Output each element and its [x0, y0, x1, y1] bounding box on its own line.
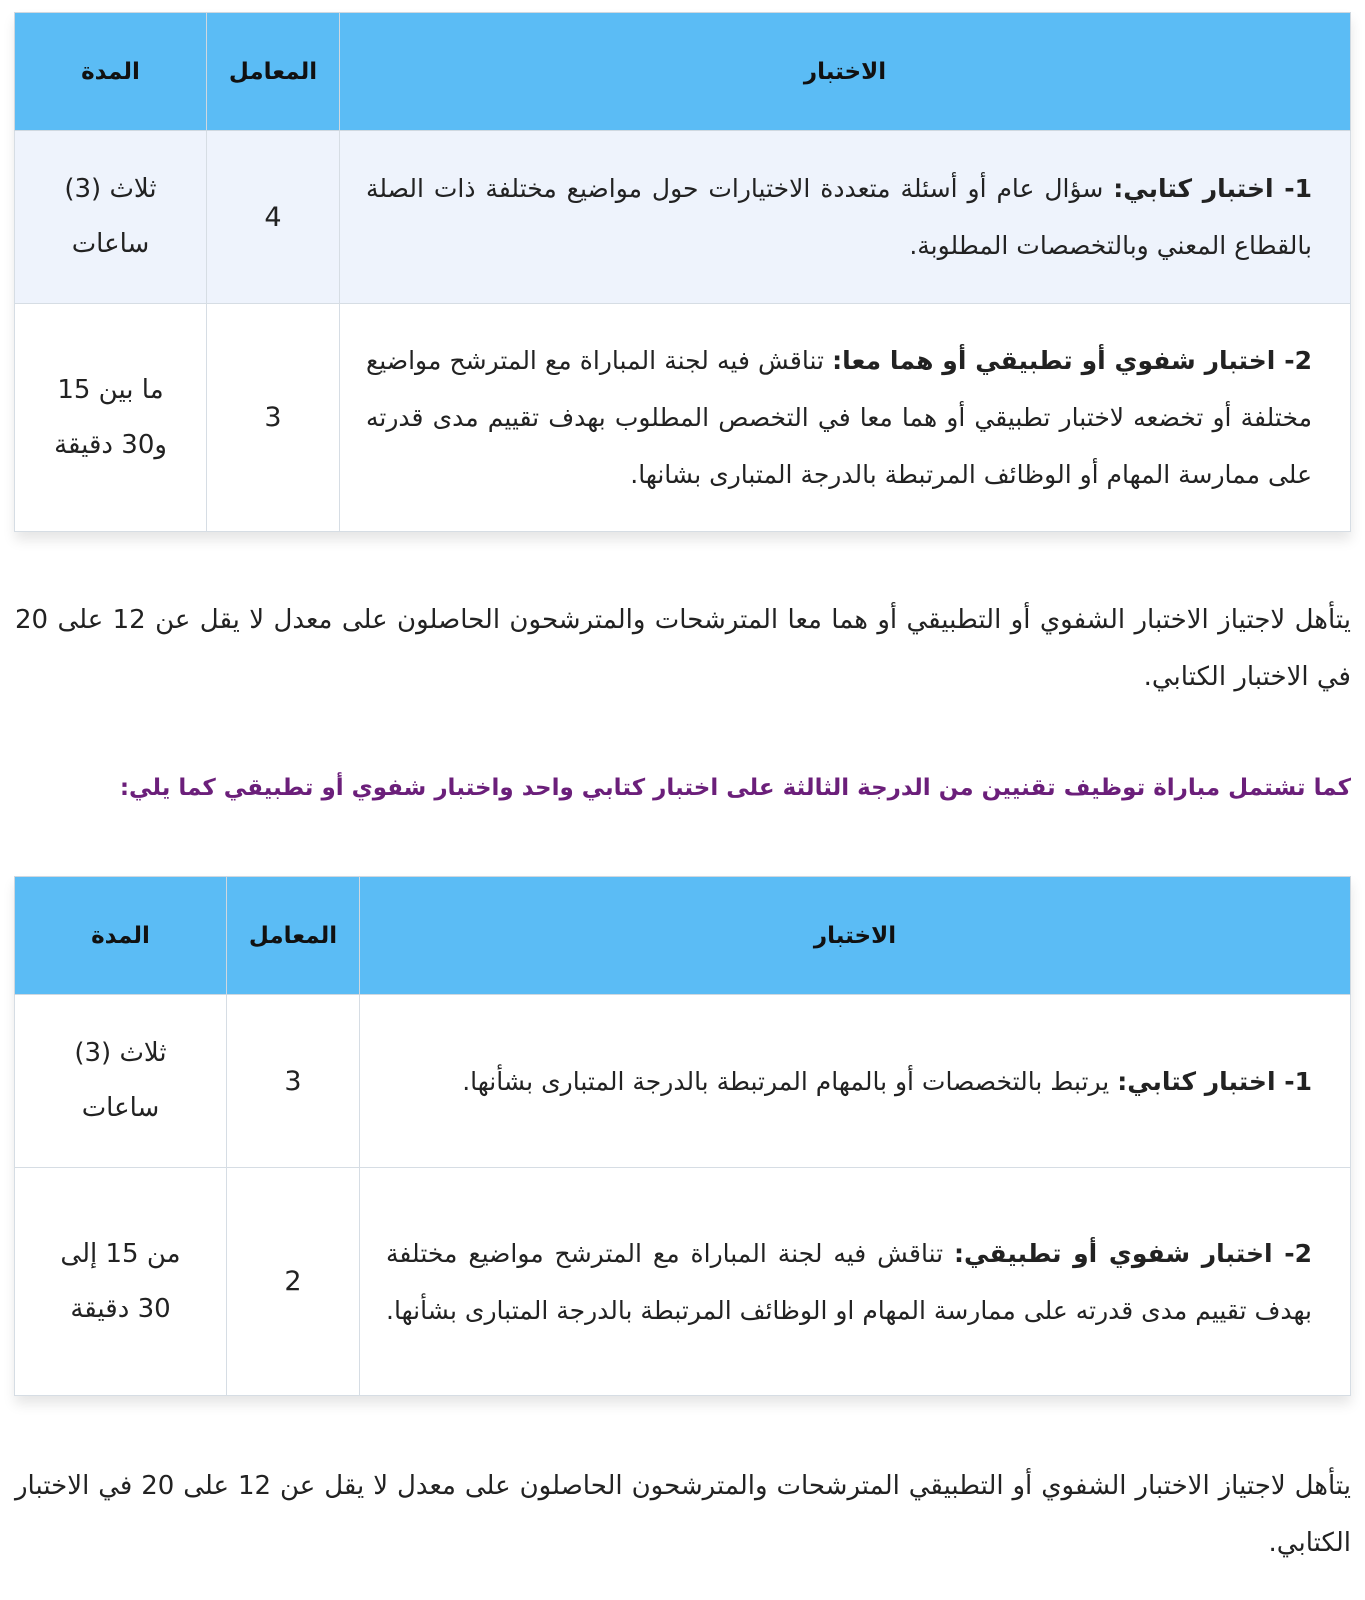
test-title: 1- اختبار كتابي: [1113, 174, 1312, 203]
coefficient-cell: 2 [227, 1168, 360, 1396]
header-test: الاختبار [340, 13, 1351, 131]
test-description [360, 1168, 1351, 1396]
test-description [340, 131, 1351, 304]
table-row [15, 995, 1351, 1168]
coefficient-cell: 3 [207, 304, 340, 532]
duration-cell: ثلاث (3) ساعات [15, 995, 227, 1168]
test-title: 2- اختبار شفوي أو تطبيقي أو هما معا: [832, 346, 1313, 375]
coefficient-cell: 3 [227, 995, 360, 1168]
table-row [15, 304, 1351, 532]
header-coefficient: المعامل [227, 877, 360, 995]
test-description [340, 304, 1351, 532]
table-row [15, 1168, 1351, 1396]
coefficient-cell: 4 [207, 131, 340, 304]
duration-cell: ما بين 15 و30 دقيقة [15, 304, 207, 532]
qualification-paragraph-2: يتأهل لاجتياز الاختبار الشفوي أو التطبيقي المترشحات والمترشحون الحاصلون على معدل لا يقل عن 12 على 20 في الاختبار الكتابي. [15, 1471, 1351, 1558]
exam-table-1 [15, 12, 1351, 532]
exam-table-2 [15, 876, 1351, 1396]
header-test: الاختبار [360, 877, 1351, 995]
test-title: 1- اختبار كتابي: [1117, 1066, 1312, 1096]
test-text: يرتبط بالتخصصات أو بالمهام المرتبطة بالدرجة المتبارى بشأنها. [462, 1066, 1110, 1096]
header-duration: المدة [15, 13, 207, 131]
header-duration: المدة [15, 877, 227, 995]
test-text: تناقش فيه لجنة المباراة مع المترشح مواضيع مختلفة أو تخضعه لاختبار تطبيقي أو هما معا في التخصص المطلوب بهدف تقييم مدى قدرته على ممارسة المهام أو الوظائف المرتبطة بالدرجة المتبارى بشانها. [366, 346, 1312, 489]
test-text: تناقش فيه لجنة المباراة مع المترشح مواضيع مختلفة بهدف تقييم مدى قدرته على ممارسة المهام او الوظائف المرتبطة بالدرجة المتبارى بشأنها. [386, 1238, 1312, 1325]
qualification-paragraph-1: يتأهل لاجتياز الاختبار الشفوي أو التطبيقي أو هما معا المترشحات والمترشحون الحاصلون على معدل لا يقل عن 12 على 20 في الاختبار الكتابي. [15, 605, 1351, 692]
test-text: سؤال عام أو أسئلة متعددة الاختيارات حول مواضيع مختلفة ذات الصلة بالقطاع المعني وبالتخصصات المطلوبة. [366, 174, 1312, 260]
duration-cell: من 15 إلى 30 دقيقة [15, 1168, 227, 1396]
test-title: 2- اختبار شفوي أو تطبيقي: [954, 1238, 1312, 1268]
section-title: كما تشتمل مباراة توظيف تقنيين من الدرجة الثالثة على اختبار كتابي واحد واختبار شفوي أو تطبيقي كما يلي: [119, 775, 1351, 801]
table-row [15, 131, 1351, 304]
test-description [360, 995, 1351, 1168]
duration-cell: ثلاث (3) ساعات [15, 131, 207, 304]
header-coefficient: المعامل [207, 13, 340, 131]
